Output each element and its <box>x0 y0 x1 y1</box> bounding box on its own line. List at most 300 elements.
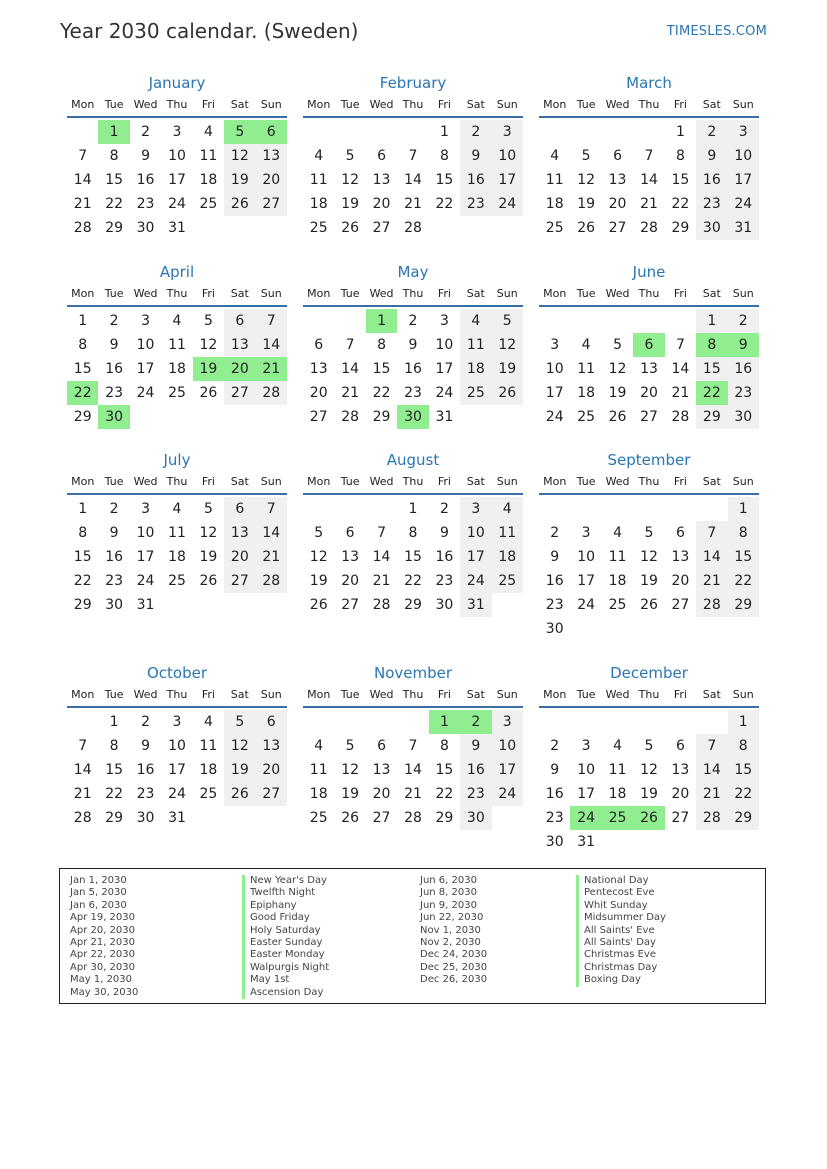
day-cell: 23 <box>105 573 124 589</box>
day-cell: 19 <box>608 385 627 401</box>
day-cell: 12 <box>640 549 658 565</box>
day-cell: 2 <box>439 501 449 517</box>
day-cell: 11 <box>168 525 186 541</box>
weekday-header <box>303 684 523 708</box>
month-title: September <box>607 451 691 469</box>
day-cell: 1 <box>728 497 759 521</box>
day-cell: 14 <box>696 758 727 782</box>
month-title: February <box>379 74 447 92</box>
legend-names-col-1 <box>242 875 329 999</box>
month-june <box>539 261 759 429</box>
day-cell: 14 <box>640 172 658 188</box>
site-link[interactable]: TIMESLES.COM <box>666 24 767 39</box>
day-cell: 15 <box>404 549 422 565</box>
legend-date: Jun 6, 2030 <box>420 875 477 886</box>
day-cell: 14 <box>256 521 287 545</box>
empty-cell <box>570 309 601 333</box>
empty-cell <box>366 120 397 144</box>
days-grid <box>303 120 523 240</box>
day-cell: 26 <box>309 597 328 613</box>
day-cell: 3 <box>172 124 182 140</box>
day-cell: 27 <box>671 810 690 826</box>
legend-holiday-name: New Year's Day <box>242 875 329 887</box>
day-cell: 15 <box>435 762 454 778</box>
day-cell: 17 <box>168 172 186 188</box>
day-cell: 13 <box>640 361 658 377</box>
day-cell: 23 <box>728 381 759 405</box>
weekday-label: Mon <box>307 287 331 300</box>
legend-date: Dec 24, 2030 <box>420 949 488 961</box>
weekday-label: Tue <box>340 287 360 300</box>
empty-cell <box>539 120 570 144</box>
day-cell: 19 <box>640 786 658 802</box>
weekday-label: Thu <box>402 287 424 300</box>
empty-cell <box>633 830 664 854</box>
day-cell: 13 <box>224 521 255 545</box>
weekday-header <box>67 94 287 118</box>
day-cell: 22 <box>728 782 759 806</box>
day-cell: 24 <box>492 782 523 806</box>
weekday-label: Mon <box>71 98 95 111</box>
weekday-label: Sat <box>702 475 721 488</box>
day-cell: 22 <box>404 573 422 589</box>
day-cell: 17 <box>728 168 759 192</box>
day-cell: 6 <box>675 525 685 541</box>
empty-cell <box>633 710 664 734</box>
day-cell: 2 <box>109 501 119 517</box>
empty-cell <box>224 806 255 830</box>
legend-date: Jun 9, 2030 <box>420 899 477 911</box>
empty-cell <box>633 617 664 641</box>
day-cell: 10 <box>577 549 596 565</box>
month-april <box>67 261 287 429</box>
day-cell: 18 <box>309 786 328 802</box>
day-cell: 11 <box>168 337 186 353</box>
day-cell: 20 <box>671 786 690 802</box>
weekday-label: Tue <box>104 475 124 488</box>
weekday-label: Sat <box>230 287 249 300</box>
empty-cell <box>696 710 727 734</box>
empty-cell <box>696 617 727 641</box>
empty-cell <box>696 830 727 854</box>
day-cell: 5 <box>345 738 355 754</box>
empty-cell <box>633 309 664 333</box>
legend-date: Apr 21, 2030 <box>70 937 136 949</box>
legend-date: Dec 26, 2030 <box>420 974 488 986</box>
day-cell: 5 <box>203 313 213 329</box>
day-cell: 5 <box>644 525 654 541</box>
empty-cell <box>665 617 696 641</box>
day-cell: 1 <box>675 124 685 140</box>
day-cell: 7 <box>408 148 418 164</box>
weekday-label: Thu <box>638 688 660 701</box>
weekday-label: Sat <box>466 98 485 111</box>
day-cell: 24 <box>168 786 186 802</box>
day-cell: 16 <box>460 758 491 782</box>
legend-holiday-name: Ascension Day <box>242 987 329 999</box>
weekday-header <box>539 471 759 495</box>
days-grid <box>67 497 287 617</box>
weekday-header <box>303 94 523 118</box>
day-cell: 10 <box>435 337 454 353</box>
day-cell: 24 <box>460 569 491 593</box>
day-cell: 9 <box>109 525 119 541</box>
weekday-label: Fri <box>673 287 687 300</box>
weekday-label: Tue <box>340 475 360 488</box>
day-cell: 28 <box>256 569 287 593</box>
day-cell: 21 <box>640 196 658 212</box>
day-cell: 18 <box>309 196 328 212</box>
weekday-header <box>539 684 759 708</box>
legend-holiday-name: Christmas Day <box>576 962 666 974</box>
day-cell: 15 <box>372 361 391 377</box>
weekday-label: Tue <box>104 287 124 300</box>
day-cell: 23 <box>545 810 564 826</box>
day-cell: 4 <box>581 337 591 353</box>
day-cell: 14 <box>73 762 92 778</box>
month-title: November <box>373 664 453 682</box>
day-cell: 15 <box>73 361 92 377</box>
day-cell: 22 <box>696 381 727 405</box>
day-cell: 3 <box>581 525 591 541</box>
day-cell: 20 <box>608 196 627 212</box>
day-cell: 11 <box>199 148 218 164</box>
weekday-label: Sun <box>496 688 518 701</box>
weekday-label: Wed <box>369 475 394 488</box>
day-cell: 7 <box>408 738 418 754</box>
day-cell: 16 <box>728 357 759 381</box>
day-cell: 29 <box>671 220 690 236</box>
day-cell: 17 <box>545 385 564 401</box>
month-title: March <box>626 74 672 92</box>
empty-cell <box>602 617 633 641</box>
empty-cell <box>570 617 601 641</box>
empty-cell <box>397 120 428 144</box>
weekday-label: Tue <box>576 98 596 111</box>
weekday-label: Thu <box>166 475 188 488</box>
day-cell: 11 <box>608 549 627 565</box>
empty-cell <box>602 710 633 734</box>
day-cell: 21 <box>73 196 92 212</box>
day-cell: 9 <box>728 333 759 357</box>
legend-date: Apr 30, 2030 <box>70 961 136 973</box>
day-cell: 18 <box>168 549 186 565</box>
day-cell: 25 <box>492 569 523 593</box>
weekday-label: Sun <box>496 287 518 300</box>
empty-cell <box>334 120 365 144</box>
day-cell: 23 <box>545 597 564 613</box>
empty-cell <box>193 593 224 617</box>
day-cell: 12 <box>199 337 218 353</box>
day-cell: 7 <box>696 521 727 545</box>
day-cell: 12 <box>224 144 255 168</box>
day-cell: 25 <box>309 220 328 236</box>
days-grid <box>539 497 759 641</box>
day-cell: 28 <box>73 810 92 826</box>
day-cell: 21 <box>696 782 727 806</box>
day-cell: 27 <box>640 409 658 425</box>
day-cell: 20 <box>256 168 287 192</box>
day-cell: 15 <box>671 172 690 188</box>
day-cell: 13 <box>608 172 627 188</box>
day-cell: 18 <box>460 357 491 381</box>
day-cell: 21 <box>256 357 287 381</box>
day-cell: 19 <box>193 357 224 381</box>
day-cell: 3 <box>550 337 560 353</box>
day-cell: 7 <box>675 337 685 353</box>
day-cell: 8 <box>109 738 119 754</box>
day-cell: 25 <box>199 196 218 212</box>
day-cell: 12 <box>577 172 596 188</box>
weekday-label: Fri <box>201 475 215 488</box>
day-cell: 6 <box>345 525 355 541</box>
day-cell: 9 <box>109 337 119 353</box>
day-cell: 7 <box>78 738 88 754</box>
month-july <box>67 449 287 617</box>
weekday-header <box>67 684 287 708</box>
day-cell: 30 <box>105 597 124 613</box>
day-cell: 18 <box>199 762 218 778</box>
day-cell: 2 <box>109 313 119 329</box>
day-cell: 4 <box>203 124 213 140</box>
empty-cell <box>492 405 523 429</box>
month-january <box>67 72 287 240</box>
legend-holiday-name: Pentecost Eve <box>576 887 666 899</box>
weekday-label: Fri <box>673 475 687 488</box>
legend-dates-col-2 <box>420 875 487 987</box>
day-cell: 22 <box>105 196 124 212</box>
day-cell: 29 <box>372 409 391 425</box>
day-cell: 11 <box>309 762 328 778</box>
day-cell: 18 <box>168 361 186 377</box>
day-cell: 25 <box>168 573 186 589</box>
empty-cell <box>539 710 570 734</box>
day-cell: 11 <box>545 172 564 188</box>
weekday-label: Wed <box>369 98 394 111</box>
day-cell: 12 <box>341 762 360 778</box>
empty-cell <box>256 593 287 617</box>
day-cell: 14 <box>696 545 727 569</box>
empty-cell <box>728 830 759 854</box>
day-cell: 2 <box>408 313 418 329</box>
day-cell: 12 <box>309 549 328 565</box>
empty-cell <box>665 309 696 333</box>
days-grid <box>303 309 523 429</box>
day-cell: 5 <box>203 501 213 517</box>
day-cell: 17 <box>168 762 186 778</box>
day-cell: 30 <box>98 405 129 429</box>
day-cell: 3 <box>172 714 182 730</box>
day-cell: 27 <box>224 569 255 593</box>
day-cell: 27 <box>309 409 328 425</box>
day-cell: 10 <box>545 361 564 377</box>
weekday-label: Fri <box>673 688 687 701</box>
day-cell: 5 <box>581 148 591 164</box>
day-cell: 10 <box>492 734 523 758</box>
empty-cell <box>602 830 633 854</box>
day-cell: 22 <box>728 569 759 593</box>
weekday-label: Fri <box>437 475 451 488</box>
day-cell: 6 <box>314 337 324 353</box>
days-grid <box>303 497 523 617</box>
day-cell: 18 <box>545 196 564 212</box>
day-cell: 3 <box>460 497 491 521</box>
day-cell: 6 <box>224 309 255 333</box>
day-cell: 27 <box>224 381 255 405</box>
weekday-header <box>67 283 287 307</box>
day-cell: 6 <box>224 497 255 521</box>
empty-cell <box>224 405 255 429</box>
day-cell: 7 <box>644 148 654 164</box>
day-cell: 8 <box>78 337 88 353</box>
empty-cell <box>193 806 224 830</box>
weekday-label: Sat <box>466 688 485 701</box>
weekday-label: Fri <box>437 287 451 300</box>
day-cell: 17 <box>492 168 523 192</box>
legend-holiday-name: All Saints' Day <box>576 937 666 949</box>
day-cell: 8 <box>408 525 418 541</box>
weekday-label: Mon <box>71 287 95 300</box>
day-cell: 8 <box>675 148 685 164</box>
day-cell: 3 <box>492 120 523 144</box>
weekday-label: Sun <box>496 98 518 111</box>
day-cell: 29 <box>73 597 92 613</box>
day-cell: 26 <box>492 381 523 405</box>
legend-holiday-name: Easter Sunday <box>242 937 329 949</box>
day-cell: 18 <box>608 573 627 589</box>
day-cell: 7 <box>377 525 387 541</box>
day-cell: 21 <box>372 573 391 589</box>
month-title: December <box>610 664 688 682</box>
weekday-label: Mon <box>543 688 567 701</box>
day-cell: 20 <box>372 196 391 212</box>
day-cell: 9 <box>550 762 560 778</box>
day-cell: 4 <box>172 313 182 329</box>
month-february <box>303 72 523 240</box>
day-cell: 4 <box>613 525 623 541</box>
day-cell: 26 <box>199 573 218 589</box>
empty-cell <box>492 216 523 240</box>
day-cell: 6 <box>256 120 287 144</box>
weekday-label: Mon <box>307 475 331 488</box>
day-cell: 30 <box>136 810 155 826</box>
day-cell: 18 <box>492 545 523 569</box>
day-cell: 14 <box>341 361 360 377</box>
weekday-label: Fri <box>201 287 215 300</box>
empty-cell <box>366 710 397 734</box>
day-cell: 13 <box>309 361 328 377</box>
weekday-label: Sat <box>702 98 721 111</box>
day-cell: 7 <box>256 309 287 333</box>
day-cell: 4 <box>550 148 560 164</box>
empty-cell <box>570 497 601 521</box>
weekday-label: Sat <box>466 475 485 488</box>
day-cell: 1 <box>439 124 449 140</box>
empty-cell <box>161 593 192 617</box>
day-cell: 16 <box>105 361 124 377</box>
weekday-label: Tue <box>340 98 360 111</box>
weekday-label: Mon <box>543 475 567 488</box>
day-cell: 26 <box>577 220 596 236</box>
empty-cell <box>728 617 759 641</box>
day-cell: 19 <box>224 758 255 782</box>
day-cell: 23 <box>136 786 155 802</box>
empty-cell <box>334 497 365 521</box>
day-cell: 4 <box>172 501 182 517</box>
month-title: August <box>386 451 440 469</box>
day-cell: 6 <box>377 148 387 164</box>
weekday-label: Fri <box>673 98 687 111</box>
month-title: October <box>146 664 208 682</box>
empty-cell <box>602 309 633 333</box>
weekday-label: Thu <box>166 688 188 701</box>
day-cell: 27 <box>256 192 287 216</box>
day-cell: 9 <box>408 337 418 353</box>
weekday-label: Thu <box>166 287 188 300</box>
day-cell: 8 <box>728 734 759 758</box>
day-cell: 28 <box>696 593 727 617</box>
day-cell: 12 <box>224 734 255 758</box>
day-cell: 24 <box>492 192 523 216</box>
day-cell: 31 <box>168 810 186 826</box>
day-cell: 28 <box>404 810 422 826</box>
weekday-label: Thu <box>638 98 660 111</box>
weekday-label: Wed <box>605 475 630 488</box>
day-cell: 28 <box>696 806 727 830</box>
weekday-label: Thu <box>402 688 424 701</box>
day-cell: 20 <box>224 545 255 569</box>
weekday-label: Sun <box>260 475 282 488</box>
empty-cell <box>334 710 365 734</box>
day-cell: 15 <box>105 172 124 188</box>
empty-cell <box>303 120 334 144</box>
day-cell: 25 <box>602 806 633 830</box>
day-cell: 20 <box>640 385 658 401</box>
day-cell: 9 <box>460 144 491 168</box>
day-cell: 29 <box>105 220 124 236</box>
weekday-label: Sat <box>230 688 249 701</box>
day-cell: 14 <box>404 762 422 778</box>
day-cell: 4 <box>203 714 213 730</box>
day-cell: 12 <box>608 361 627 377</box>
legend-holiday-name: Boxing Day <box>576 974 666 986</box>
month-title: April <box>159 263 195 281</box>
day-cell: 31 <box>728 216 759 240</box>
day-cell: 4 <box>314 738 324 754</box>
legend-date: Jun 8, 2030 <box>420 887 477 899</box>
legend-names-col-2 <box>576 875 666 987</box>
weekday-label: Tue <box>340 688 360 701</box>
day-cell: 11 <box>460 333 491 357</box>
day-cell: 14 <box>73 172 92 188</box>
days-grid <box>67 710 287 830</box>
day-cell: 23 <box>404 385 422 401</box>
empty-cell <box>224 593 255 617</box>
day-cell: 23 <box>136 196 155 212</box>
day-cell: 16 <box>545 786 564 802</box>
day-cell: 10 <box>728 144 759 168</box>
day-cell: 22 <box>67 381 98 405</box>
day-cell: 29 <box>105 810 124 826</box>
empty-cell <box>334 309 365 333</box>
holiday-legend <box>59 868 766 1004</box>
weekday-label: Wed <box>133 688 158 701</box>
day-cell: 19 <box>492 357 523 381</box>
day-cell: 10 <box>492 144 523 168</box>
day-cell: 20 <box>224 357 255 381</box>
weekday-label: Fri <box>201 688 215 701</box>
empty-cell <box>492 806 523 830</box>
